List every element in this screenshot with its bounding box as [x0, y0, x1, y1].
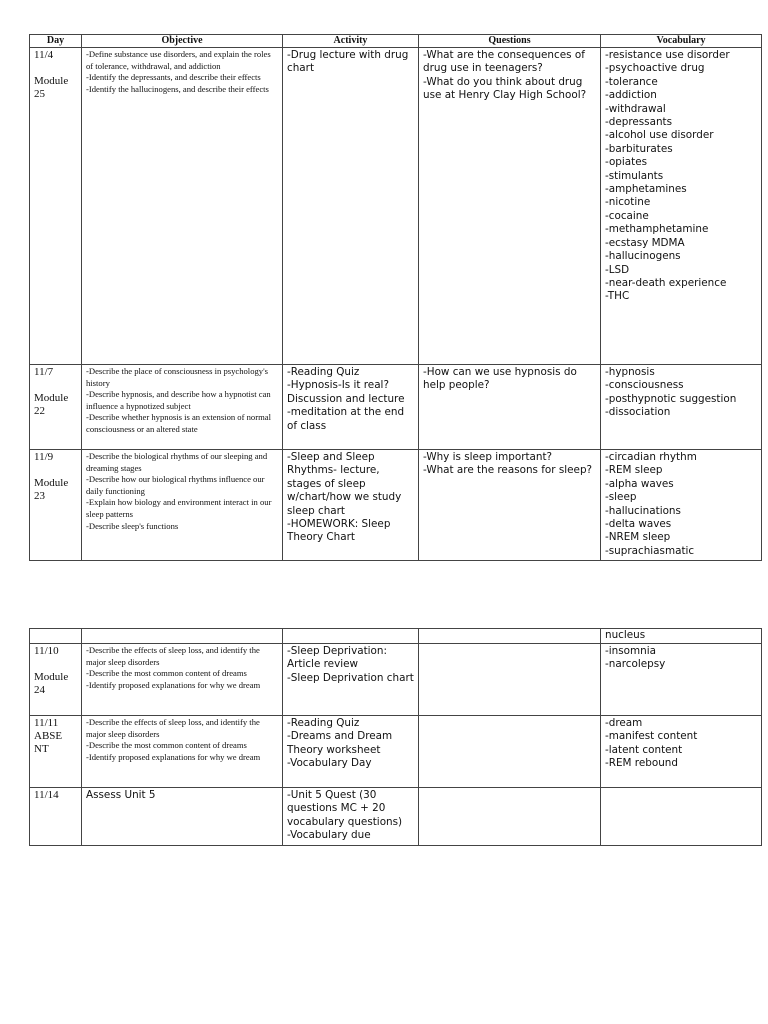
objective-item: -Identify the hallucinogens, and describe their effects — [86, 83, 269, 94]
activity-item: -Hypnosis-Is it real? Discussion and lecture — [287, 379, 405, 405]
vocab-item: -opiates — [605, 156, 648, 169]
day-module: Module 24 — [34, 671, 69, 696]
day-cell — [30, 644, 82, 716]
vocab-item: -alcohol use disorder — [605, 129, 714, 142]
objective-cell — [82, 365, 283, 450]
header-objective: Objective — [82, 35, 283, 48]
vocab-item: -LSD — [605, 263, 630, 276]
vocab-item: -ecstasy MDMA — [605, 236, 685, 249]
vocab-item: -consciousness — [605, 379, 684, 392]
vocab-item: -addiction — [605, 89, 657, 102]
vocabulary-cell — [601, 788, 762, 846]
day-date: 11/14 — [34, 789, 59, 801]
vocab-item: -delta waves — [605, 518, 672, 531]
day-date: 11/4 — [34, 49, 54, 61]
vocab-item: -latent content — [605, 743, 683, 756]
objective-cell — [82, 716, 283, 788]
activity-cell — [283, 48, 419, 365]
day-module: Module 25 — [34, 75, 69, 100]
vocab-item: -dissociation — [605, 406, 671, 419]
day-module: Module 22 — [34, 392, 69, 417]
activity-item: -Sleep and Sleep Rhythms- lecture, stages of sleep w/chart/how we study sleep chart — [287, 451, 402, 517]
day-date: 11/9 — [34, 451, 54, 463]
objective-item: -Describe how our biological rhythms influence our daily functioning — [86, 474, 265, 496]
vocab-item: -narcolepsy — [605, 658, 666, 671]
questions-cell — [419, 48, 601, 365]
activity-cell — [283, 450, 419, 561]
objective-item: -Describe whether hypnosis is an extension of normal consciousness or an altered state — [86, 412, 271, 434]
activity-item: -Reading Quiz — [287, 717, 360, 729]
vocab-item: -THC — [605, 290, 630, 303]
vocab-item: -posthypnotic suggestion — [605, 392, 737, 405]
questions-cell — [419, 450, 601, 561]
objective-item: -Describe the effects of sleep loss, and identify the major sleep disorders — [86, 645, 260, 667]
objective-item: -Describe the biological rhythms of our sleeping and dreaming stages — [86, 451, 268, 473]
activity-cell — [283, 365, 419, 450]
objective-item: Assess Unit 5 — [86, 789, 156, 801]
activity-item: -HOMEWORK: Sleep Theory Chart — [287, 518, 391, 544]
table-row — [30, 365, 762, 450]
header-questions: Questions — [419, 35, 601, 48]
questions-cell — [419, 644, 601, 716]
objective-cell — [82, 788, 283, 846]
objective-item: -Describe sleep's functions — [86, 520, 179, 531]
day-module: Module 23 — [34, 477, 69, 502]
lesson-plan-table — [29, 34, 762, 561]
lesson-plan-table-continued — [29, 628, 762, 846]
activity-item: -Vocabulary due — [287, 829, 371, 842]
activity-item: -Reading Quiz — [287, 366, 360, 378]
day-cell — [30, 365, 82, 450]
day-cell — [30, 450, 82, 561]
objective-cell — [82, 629, 283, 644]
question-item: -Why is sleep important? — [423, 451, 553, 463]
activity-cell — [283, 788, 419, 846]
activity-item: -meditation at the end of class — [287, 406, 405, 432]
activity-item: -Sleep Deprivation: Article review — [287, 645, 387, 671]
vocabulary-cell — [601, 48, 762, 365]
vocab-item: -tolerance — [605, 75, 658, 88]
header-day: Day — [30, 35, 82, 48]
activity-item: -Dreams and Dream Theory worksheet — [287, 730, 393, 756]
header-activity: Activity — [283, 35, 419, 48]
objective-item: -Describe the most common content of dreams — [86, 668, 247, 679]
objective-cell — [82, 48, 283, 365]
header-row — [30, 35, 762, 48]
vocabulary-cell — [601, 644, 762, 716]
vocab-item: -stimulants — [605, 169, 664, 182]
activity-item: -Unit 5 Quest (30 questions MC + 20 vocabulary questions) — [287, 789, 403, 828]
day-module: ABSENT — [34, 730, 63, 755]
vocab-item: -manifest content — [605, 730, 698, 743]
objective-item: -Describe the place of consciousness in psychology's history — [86, 366, 268, 388]
vocab-item: -sleep — [605, 491, 637, 504]
question-item: -What are the consequences of drug use in teenagers? — [423, 49, 585, 75]
day-date: 11/10 — [34, 645, 59, 657]
continuation-row — [30, 629, 762, 644]
objective-item: -Describe hypnosis, and describe how a hypnotist can influence a hypnotized subject — [86, 389, 271, 411]
vocab-item: -near-death experience — [605, 276, 727, 289]
vocab-item: -cocaine — [605, 209, 649, 222]
header-vocabulary: Vocabulary — [601, 35, 762, 48]
activity-cell — [283, 629, 419, 644]
objective-cell — [82, 450, 283, 561]
objective-item: -Identify the depressants, and describe their effects — [86, 72, 261, 83]
objective-item: -Identify proposed explanations for why we dream — [86, 751, 261, 762]
table-row — [30, 450, 762, 561]
vocab-item: -hypnosis — [605, 366, 655, 378]
objective-item: -Define substance use disorders, and explain the roles of tolerance, withdrawal, and addiction — [86, 49, 271, 71]
vocab-item: -psychoactive drug — [605, 62, 705, 75]
vocab-item: -methamphetamine — [605, 223, 709, 236]
day-cell — [30, 48, 82, 365]
vocab-item: -alpha waves — [605, 477, 674, 490]
day-cell — [30, 629, 82, 644]
day-cell — [30, 788, 82, 846]
table-row — [30, 716, 762, 788]
objective-item: -Identify proposed explanations for why we dream — [86, 679, 261, 690]
vocab-item: -suprachiasmatic — [605, 544, 695, 557]
objective-item: -Explain how biology and environment interact in our sleep patterns — [86, 497, 272, 519]
activity-item: -Sleep Deprivation chart — [287, 671, 414, 684]
vocab-item: -barbiturates — [605, 142, 673, 155]
objective-item: -Describe the effects of sleep loss, and identify the major sleep disorders — [86, 717, 260, 739]
vocab-item: -depressants — [605, 116, 673, 129]
table-row — [30, 48, 762, 365]
vocab-item: nucleus — [605, 629, 646, 641]
vocab-item: -resistance use disorder — [605, 49, 730, 61]
activity-item: -Vocabulary Day — [287, 757, 372, 770]
questions-cell — [419, 365, 601, 450]
vocab-item: -REM rebound — [605, 757, 678, 770]
vocab-item: -circadian rhythm — [605, 451, 697, 463]
activity-cell — [283, 716, 419, 788]
day-date: 11/11 — [34, 717, 59, 729]
question-item: -What are the reasons for sleep? — [423, 464, 593, 477]
questions-cell — [419, 716, 601, 788]
activity-item: -Drug lecture with drug chart — [287, 49, 409, 75]
day-date: 11/7 — [34, 366, 54, 378]
vocab-item: -amphetamines — [605, 183, 687, 196]
objective-cell — [82, 644, 283, 716]
vocab-item: -dream — [605, 717, 643, 729]
activity-cell — [283, 644, 419, 716]
vocabulary-cell — [601, 365, 762, 450]
vocab-item: -hallucinations — [605, 504, 681, 517]
vocab-item: -NREM sleep — [605, 531, 671, 544]
table-row — [30, 788, 762, 846]
day-cell — [30, 716, 82, 788]
vocab-item: -insomnia — [605, 645, 656, 657]
vocabulary-cell — [601, 629, 762, 644]
vocab-item: -REM sleep — [605, 464, 663, 477]
table-row — [30, 644, 762, 716]
vocab-item: -withdrawal — [605, 102, 666, 115]
question-item: -How can we use hypnosis do help people? — [423, 366, 577, 392]
questions-cell — [419, 629, 601, 644]
vocabulary-cell — [601, 716, 762, 788]
question-item: -What do you think about drug use at Henry Clay High School? — [423, 75, 587, 102]
vocab-item: -hallucinogens — [605, 250, 681, 263]
vocab-item: -nicotine — [605, 196, 651, 209]
vocabulary-cell — [601, 450, 762, 561]
objective-item: -Describe the most common content of dreams — [86, 740, 247, 751]
questions-cell — [419, 788, 601, 846]
